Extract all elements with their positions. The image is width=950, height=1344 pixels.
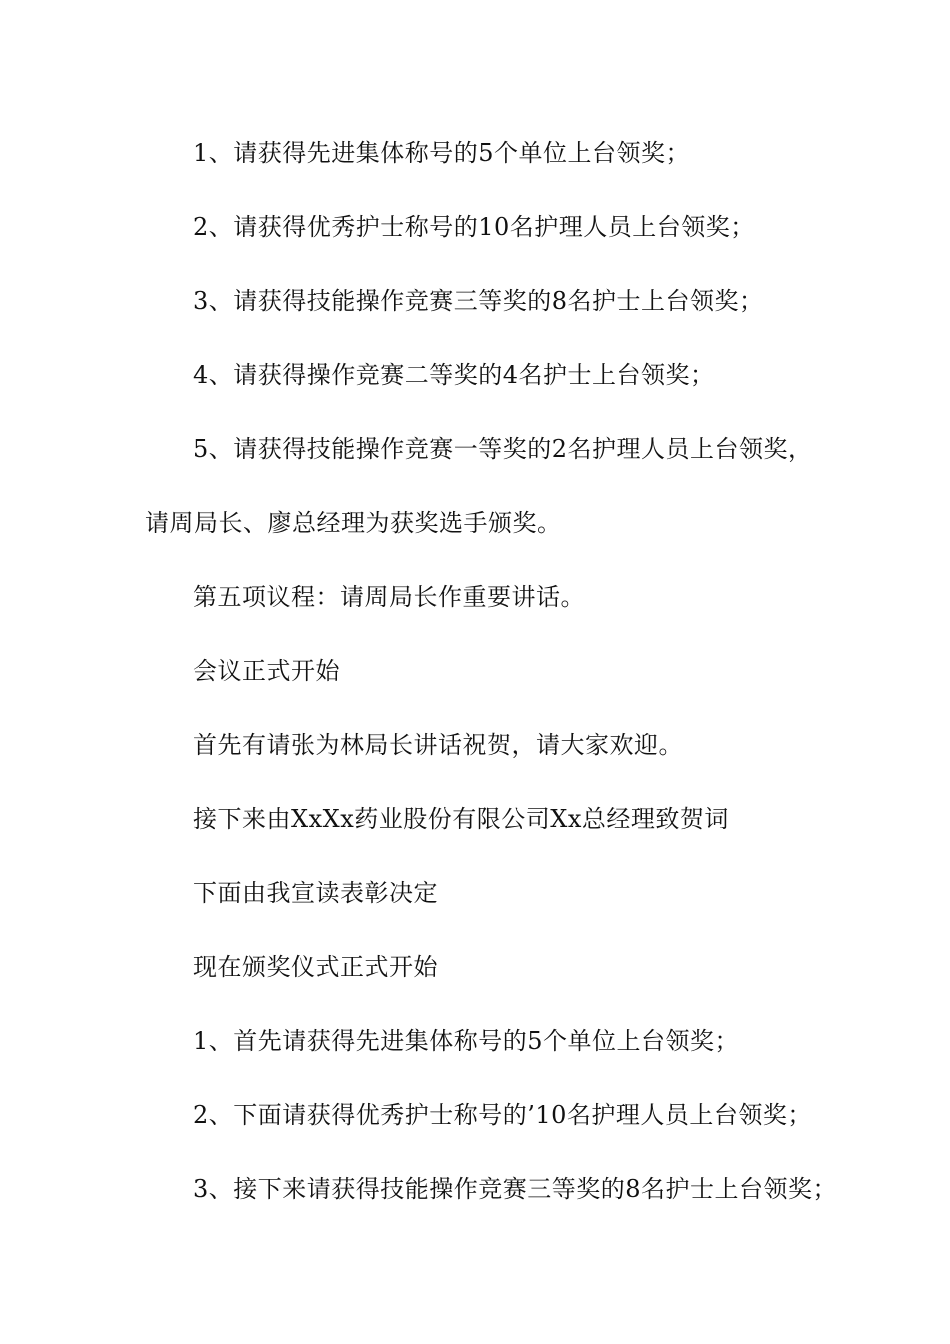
paragraph-ceremony-start: 现在颁奖仪式正式开始 <box>193 953 438 981</box>
paragraph-ceremony-third-prize: 3、接下来请获得技能操作竞赛三等奖的8名护士上台领奖； <box>193 1175 838 1203</box>
paragraph-award-excellent-nurses: 2、请获得优秀护士称号的10名护理人员上台领奖； <box>193 213 755 241</box>
paragraph-director-speech: 首先有请张为林局长讲话祝贺，请大家欢迎。 <box>193 731 683 759</box>
paragraph-ceremony-excellent-nurses: 2、下面请获得优秀护士称号的’10名护理人员上台领奖； <box>193 1101 812 1129</box>
paragraph-award-collective: 1、请获得先进集体称号的5个单位上台领奖； <box>193 139 691 167</box>
paragraph-congratulatory-address: 接下来由XxXx药业股份有限公司Xx总经理致贺词 <box>193 805 729 833</box>
paragraph-meeting-start: 会议正式开始 <box>193 657 340 685</box>
paragraph-award-first-prize: 5、请获得技能操作竞赛一等奖的2名护理人员上台领奖， <box>193 435 813 463</box>
paragraph-ceremony-collective: 1、首先请获得先进集体称号的5个单位上台领奖； <box>193 1027 740 1055</box>
paragraph-commendation-decision: 下面由我宣读表彰决定 <box>193 879 438 907</box>
paragraph-agenda-item-five: 第五项议程：请周局长作重要讲话。 <box>193 583 585 611</box>
paragraph-award-presenters: 请周局长、廖总经理为获奖选手颁奖。 <box>145 509 562 537</box>
paragraph-award-third-prize: 3、请获得技能操作竞赛三等奖的8名护士上台领奖； <box>193 287 764 315</box>
paragraph-award-second-prize: 4、请获得操作竞赛二等奖的4名护士上台领奖； <box>193 361 715 389</box>
